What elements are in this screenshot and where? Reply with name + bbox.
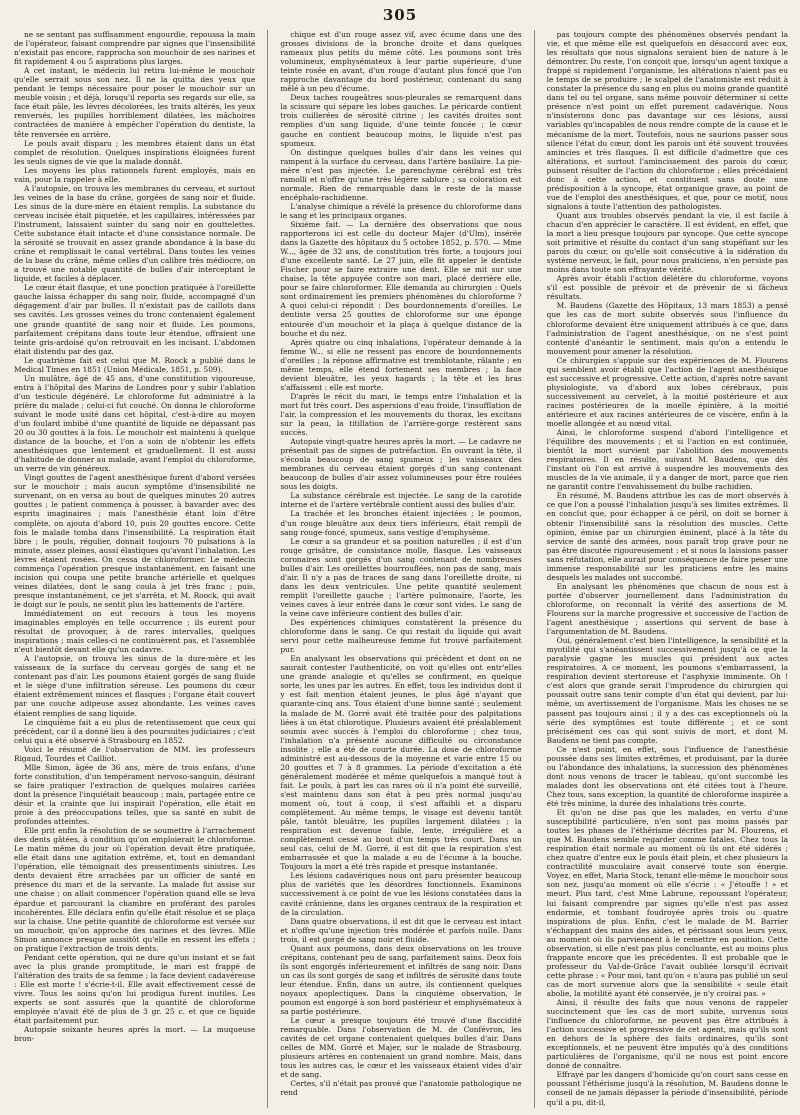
paragraph: M. Baudens (Gazette des Hôpitaux, 13 mars 1853) a pensé que les cas de mort subite observés sous l'influence du chloroforme devaient être uniquement attribués à ce que, dans l'administration de l'agent anesthésique, on ne s'est point contenté d'anéantir le sentiment, mais qu'on a entendu le mouvement pour amener la résolution. bbox=[546, 301, 788, 356]
paragraph: Oui, généralement c'est bien l'intelligence, la sensibilité et la myotilité qui s'anéantissent successivement jusqu'à ce que la paralysie gagne les muscles qui président aux actes respiratoires. A ce moment, les poumons s'embarrassent, la respiration devient stertoreuse et l'asphyxie imminente. Oh ! c'est alors que grande serait l'imprudence du chirurgien qui poussait outre sans tenir compte d'un état qui devient, par lui-même, un avertissement de l'organisme. Mais les choses ne se passent pas toujours ainsi ; il y a des cas exceptionnels où la série des symptômes est toute différente ; et ce sont précisément ces cas qui sont suivis de mort, et dont M. Baudens ne tient pas compte. bbox=[546, 636, 788, 745]
paragraph: Vingt gouttes de l'agent anesthésique furent d'abord versées sur le mouchoir ; mais aucun symptôme d'insensibilité ne survenant, on en versa au bout de quelques minutes 20 autres gouttes ; le patient commença à pousser, à bavarder avec des esprits imaginaires ; mais l'anesthésie étant loin d'être complète, on ajouta d'abord 10, puis 20 gouttes encore. Cette fois le malade tomba dans l'insensibilité. La respiration était libre ; le pouls, régulier, donnait toujours 70 pulsations à la minute, assez pleines, aussi élastiques qu'avant l'inhalation. Les lèvres étaient rosées. On cessa de chloroformer. Le médecin commença l'opération presque instantanément, en faisant une incision qui coupa une petite branche artérielle et quelques veines dilatées, dont le sang coula à jet très franc ; puis, presque instantanément, ce jet s'arrêta, et M. Roock, qui avait le doigt sur le pouls, ne sentit plus les battements de l'artère. bbox=[14, 473, 256, 609]
paragraph: Autopsie soixante heures après la mort. — La muqueuse bron- bbox=[14, 1025, 256, 1044]
paragraph: pas toujours compte des phénomènes observés pendant la vie, et que même elle est quelquefois en désaccord avec eux, les résultats que nous signalons seraient bien de nature à le démontrer. Du reste, l'on conçoit que, lorsqu'un agent toxique a frappé si rapidement l'organisme, les altérations n'aient pas eu le temps de se produire ; le scalpel de l'anatomiste est réduit à constater la présence du sang en plus ou moins grande quantité dans tel ou tel organe, sans même pouvoir déterminer si cette présence n'est point un effet purement cadavérique. Nous n'insisterons donc pas davantage sur ces lésions, aussi variables qu'incapables de nous rendre compte de la cause et le mécanisme de la mort. Toutefois, nous ne saurions passer sous silence l'état du cœur, dont les parois ont été souvent trouvées amincies et très flasques. Il est difficile d'admettre que ces altérations, et surtout l'amincissement des parois du cœur, puissent résulter de l'action du chloroforme ; elles précédaient donc à cette action, et constituent sans doute une prédisposition à la syncope, état organique grave, au point de vue de l'emploi des anesthésiques, et que, pour ce motif, nous signalons à toute l'attention des pathologistes. bbox=[546, 30, 788, 211]
page-number: 305 bbox=[382, 6, 418, 24]
paragraph: Ainsi, le chloroforme suspend d'abord l'intelligence et l'équilibre des mouvements ; et si l'action en est continuée, bientôt la mort survient par l'abolition des mouvements respiratoires. Il en résulte, suivant M. Baudens, que dès l'instant où l'on est arrivé à suspendre les mouvements des muscles de la vie animale, il y a danger de mort, parce que rien ne garantit contre l'envahissement du bulbe rachidien. bbox=[546, 428, 788, 492]
paragraph: Le cinquième fait a eu plus de retentissement que ceux qui précèdent, car il a donné lieu à des poursuites judiciaires ; c'est celui qui a été observé à Strasbourg en 1852. bbox=[14, 717, 256, 745]
paragraph: L'analyse chimique a révélé la présence du chloroforme dans le sang et les principaux organes. bbox=[280, 201, 522, 220]
paragraph: A cet instant, le médecin lui retira lui-même le mouchoir qu'elle serrait sous son nez. Il ne la quitta des yeux que pendant le temps nécessaire pour poser le mouchoir sur un meuble voisin ; et déjà, lorsqu'il reporta ses regards sur elle, sa face était pâle, les lèvres décolorées, les traits altérés, les yeux renversés, les pupilles horriblement dilatées, les mâchoires contractées de manière à empêcher l'opération du dentiste, la tête renversée en arrière. bbox=[14, 66, 256, 139]
paragraph: Un mulâtre, âgé de 45 ans, d'une constitution vigoureuse, entra à l'hôpital des Marins de Londres pour y subir l'ablation d'un testicule dégénéré. Le chloroforme fut administré à la prière du malade ; celui-ci fut couché. On donna le chloroforme suivant le mode usité dans cet hôpital, c'est-à-dire au moyen d'un foulard imbibé d'une quantité de liquide ne dépassant pas 20 ou 30 gouttes à la fois. Le mouchoir est maintenu à quelque distance de la bouche, et l'on a soin de n'obtenir les effets anesthésiques que lentement et graduellement. Il est aussi d'habitude de donner au malade, avant l'emploi du chloroforme, un verre de vin généreux. bbox=[14, 373, 256, 474]
column-divider bbox=[267, 30, 268, 1108]
paragraph: Dans quatre observations, il est dit que le cerveau est intact et n'offre qu'une injection très modérée et parfois nulle. Dans trois, il est gorgé de sang noir et fluide. bbox=[280, 916, 522, 944]
paragraph: Effrayé par les dangers d'homicide qu'on court sans cesse en poussant l'éthérisme jusqu'à la résolution, M. Baudens donne le conseil de ne jamais dépasser la période d'insensibilité, période qu'il a pu, dit-il, bbox=[546, 1070, 788, 1107]
paragraph: Sixième fait. — La dernière des observations que nous rapporterons ici est celle du docteur Majer (d'Ulm), insérée dans la Gazette des hôpitaux du 5 octobre 1852, p. 570. — Mme W..., âgée de 32 ans, de constitution très forte, a toujours joui d'une excellente santé. Le 27 juin, elle fit appeler le dentiste Fischer pour se faire extraire une dent. Elle se mit sur une chaise, la tête appuyée contre son mari, placé derrière elle, pour se faire chloroformer. Elle demanda au chirurgien : Quels sont ordinairement les premiers phénomènes du chloroforme ? A quoi celui-ci répondit : Des bourdonnements d'oreilles. Le dentiste versa 25 gouttes de chloroforme sur une éponge entourée d'un mouchoir et la plaça à quelque distance de la bouche et du nez. bbox=[280, 219, 522, 338]
column-divider bbox=[534, 30, 535, 1108]
paragraph: Ce n'est point, en effet, sous l'influence de l'anesthésie poussée dans ses limites extrêmes, et produisant, par la durée ou l'abondance des inhalations, la succession des phénomènes dont nous venons de tracer le tableau, qu'ont succombé les malades dont les observations ont été citées tout à l'heure. Chez tous, sans exception, la quantité de chloroforme inspirée a été très minime, la durée des inhalations très courte. bbox=[546, 744, 788, 808]
paragraph: Quant aux troubles observés pendant la vie, il est facile à chacun d'en apprécier le caractère. Il est évident, en effet, que la mort a lieu presque toujours par syncope. Que cette syncope soit primitive et résulte du contact d'un sang stupéfiant sur les parois du cœur, ou qu'elle soit consécutive à la sidération du système nerveux, le fait, pour nous praticiens, n'en persiste pas moins dans toute son effrayante vérité. bbox=[546, 210, 788, 275]
paragraph: La substance cérébrale est injectée. Le sang de la carotide interne et de l'artère vertébrale contient aussi des bulles d'air. bbox=[280, 491, 522, 510]
paragraph: Le cœur a sa grandeur et sa position naturelles ; il est d'un rouge grisâtre, de consistance molle, flasque. Les vaisseaux coronaires sont gorgés d'un sang contenant de nombreuses bulles d'air. Les oreillettes bourrouflées, non pas de sang, mais d'air. Il n'y a pas de traces de sang dans l'oreillette droite, ni dans les deux ventricules. Une petite quantité seulement remplit l'oreillette gauche ; l'artère pulmonaire, l'aorte, les veines caves à leur entrée dans le cœur sont vides. Le sang de la veine cave inférieure contient des bulles d'air. bbox=[280, 536, 522, 618]
paragraph: Autopsie vingt-quatre heures après la mort. — Le cadavre ne présentait pas de signes de putréfaction. En ouvrant la tête, il s'écoula beaucoup de sang spumeux ; les vaisseaux des membranes du cerveau étaient gorgés d'un sang contenant beaucoup de bulles d'air assez volumineuses pour être roulées sous les doigts. bbox=[280, 437, 522, 492]
paragraph: ne se sentant pas suffisamment engourdie, repoussa la main de l'opérateur, faisant comprendre par signes que l'insensibilité n'existait pas encore, rapprocha son mouchoir de ses narines et fit rapidement 4 ou 5 aspirations plus larges. bbox=[14, 30, 256, 67]
paragraph: D'après le récit du mari, le temps entre l'inhalation et la mort fut très court. Des aspersions d'eau froide, l'insufflation de l'air, la compression et les mouvements du thorax, les excitans sur la peau, la titillation de l'arrière-gorge restèrent sans succès. bbox=[280, 391, 522, 438]
paragraph: Ainsi, il résulte des faits que nous venons de rappeler succinctement que les cas de mort subite, survenus sous l'influence du chloroforme, ne peuvent pas être attribués à l'action successive et progressive de cet agent, mais qu'ils sont en dehors de la sphère des faits ordinaires, qu'ils sont exceptionnels, et ne peuvent être imputés qu'à des conditions particulières de l'organisme, qu'il ne nous est point encore donné de connaître. bbox=[546, 998, 788, 1071]
paragraph: Immédiatement on eut recours à tous les moyens imaginables employés en telle occurrence ; ils eurent pour résultat de provoquer, à de rares intervalles, quelques inspirations ; mais celles-ci ne continuèrent pas, et l'assemblée n'eut bientôt devant elle qu'un cadavre. bbox=[14, 609, 256, 655]
paragraph: Mlle Simon, âgée de 36 ans, mère de trois enfans, d'une forte constitution, d'un tempérament nervoso-sanguin, désirant se faire pratiquer l'extraction de quelques molaires cariées dont la présence l'inquiétait beaucoup ; mais, partagée entre ce désir et la crainte que lui inspirait l'opération, elle était en proie à des préoccupations telles, que sa santé en subit de profondes atteintes. bbox=[14, 762, 256, 827]
paragraph: Après avoir établi l'action délétère du chloroforme, voyons s'il est possible de prévoir et de prévenir de si fâcheux résultats. bbox=[546, 274, 788, 302]
paragraph: Les lésions cadavériques nous ont paru présenter beaucoup plus de variétés que les désordres fonctionnels. Examinons successivement à ce point de vue les lésions constatées dans la cavité crânienne, dans les organes centraux de la respiration et de la circulation. bbox=[280, 871, 522, 917]
paragraph: Le cœur était flasque, et une ponction pratiquée à l'oreillette gauche laissa échapper du sang noir, fluide, accompagné d'un dégagement d'air par bulles. Il n'existait pas de caillots dans ses cavités. Les grosses veines du tronc contenaient également une grande quantité de sang noir et fluide. Les poumons, parfaitement crépitans dans toute leur étendue, offraient une teinte gris-ardoisé qu'on retrouvait en les incisant. L'abdomen était distendu par des gaz. bbox=[14, 283, 256, 356]
paragraph: Voici le résumé de l'observation de MM. les professeurs Rigaud, Tourdes et Cailliot. bbox=[14, 744, 256, 763]
paragraph: Le pouls avait disparu ; les membres étaient dans un état complet de résolution. Quelques inspirations éloignées furent les seuls signes de vie que la malade donnât. bbox=[14, 138, 256, 166]
paragraph: Deux taches rougeâtres sous-pleurales se remarquent dans la scissure qui sépare les lobes gauches. Le péricarde contient trois cuillerées de sérosité citrine ; les cavités droites sont remplies d'un sang liquide, d'une teinte foncée ; le cœur gauche en contient beaucoup moins, le liquide n'est pas spumeux. bbox=[280, 93, 522, 148]
paragraph: Les moyens les plus rationnels furent employés, mais en vain, pour la rappeler à elle. bbox=[14, 165, 256, 184]
column-middle bbox=[280, 30, 521, 1108]
paragraph: Après quatre ou cinq inhalations, l'opérateur demande à la femme W... si elle ne ressent pas encore de bourdonnements d'oreilles ; la réponse affirmative est tremblotante, râlante ; en même temps, elle étend fortement ses membres ; la face devient bleuâtre, les yeux hagards ; la tête et les bras s'affaissent : elle est morte. bbox=[280, 337, 522, 392]
column-left bbox=[14, 30, 255, 1108]
paragraph: A l'autopsie, on trouva les sinus de la dure-mère et les vaisseaux de la surface du cerveau gorgés de sang et ne contenant pas d'air. Les poumons étaient gorgés de sang fluide et le siège d'une infiltration séreuse. Les poumons du cœur étaient extrêmement minces et flasques ; l'organe était couvert par une couche adipeuse assez abondante. Les veines caves étaient remplies de sang liquide. bbox=[14, 654, 256, 718]
text-columns bbox=[14, 30, 788, 1108]
paragraph: Ce chirurgien s'appuie sur des expériences de M. Flourens qui semblent avoir établi que l'action de l'agent anesthésique est successive et progressive. Cette action, d'après notre savant physiologiste, va d'abord aux lobes cérébraux, puis successivement au cervelet, à la moitié postérieure et aux racines postérieures de la moelle épinière, à la moitié antérieure et aux racines antérieures de ce viscère, enfin à la moelle allongée et au nœud vital. bbox=[546, 355, 788, 429]
paragraph: Et qu'on ne dise pas que les malades, en vertu d'une susceptibilité particulière, n'en sont pas moins passés par toutes les phases de l'éthérisme décrites par M. Flourens, et que M. Baudens semble regarder comme fatales. Chez tous la respiration était normale au moment où ils ont été sidérés ; chez quatre d'entre eux le pouls était plein, et chez plusieurs la contractilité musculaire avait conservé toute son énergie. Voyez, en effet, Maria Stock, tenant elle-même le mouchoir sous son nez, jusqu'au moment où elle s'écrie : « J'étouffe ! » et meurt. Plus tard, c'est Mme Labrune, repoussant l'opérateur, lui faisant comprendre par signes qu'elle n'est pas assez endormie, et tombant foudroyée après trois ou quatre inspirations de plus. Enfin, c'est le malade de M. Barrier s'échappant des mains des aides, et périssant sous leurs yeux, au moment où ils parviennent à le remettre en position. Cette observation, si elle n'est pas plus concluante, est au moins plus frappante encore que les précédentes. Il est probable que le professeur du Val-de-Grâce l'avait oubliée lorsqu'il écrivait cette phrase : « Pour moi, tant qu'on « n'aura pas publié un seul cas de mort survenue alors que la sensibilité « seule était abolie, la motilité ayant été conservée, je n'y croirai pas. » bbox=[546, 808, 788, 998]
paragraph: Le quatrième fait est celui que M. Roock a publié dans le Medical Times en 1851 (Union Médicale, 1851, p. 509). bbox=[14, 355, 256, 374]
paragraph: Certes, s'il n'était pas prouvé que l'anatomie pathologique ne rend bbox=[280, 1079, 522, 1098]
paragraph: A l'autopsie, on trouva les membranes du cerveau, et surtout les veines de la base du crâne, gorgées de sang noir et fluide. Les sinus de la dure-mère en étaient remplis. La substance du cerveau incisée était piquetée, et les capillaires, intéressées par l'instrument, laissaient suinter du sang noir en gouttelettes. Cette substance était intacte et d'une consistance normale. De la sérosité se trouvait en assez grande abondance à la base du crâne et remplissait le canal vertébral. Dans toutes les veines de la base du crâne, même celles d'un calibre très médiocre, on a trouvé une notable quantité de bulles d'air interceptant le liquide, et faciles à déplacer. bbox=[14, 183, 256, 284]
paragraph: Quant aux poumons, dans deux observations on les trouve crépitans, contenant peu de sang, parfaitement sains. Deux fois ils sont engorgés inférieurement et infiltrés de sang noir. Dans un cas ils sont gorgés de sang et infiltrés de sérosité dans toute leur étendue. Enfin, dans un autre, ils contiennent quelques noyaux apoplectiques. Dans la cinquième observation, le poumon est engorgé à son bord postérieur et emphysémateux à sa partie postérieure. bbox=[280, 943, 522, 1017]
paragraph: Le cœur a presque toujours été trouvé d'une flaccidité remarquable. Dans l'observation de M. de Confévron, les cavités de cet organe contenaient quelques bulles d'air. Dans celles de MM. Gorré et Majer, sur le malade de Strasbourg, plusieurs artères en contenaient un grand nombre. Mais, dans tous les autres cas, le cœur et les vaisseaux étaient vides d'air et de sang. bbox=[280, 1016, 522, 1080]
paragraph: Elle prit enfin la résolution de se soumettre à l'arrachement des dents gâtées, à condition qu'on emploierait le chloroforme. Le matin même du jour où l'opération devait être pratiquée, elle était dans une agitation extrême, et, tout en demandant l'opération, elle témoignait des pressentiments sinistres. Les dents devaient être arrachées par un officier de santé en présence du mari et de la servante. La malade fut assise sur une chaise ; on allait commencer l'opération quand elle se leva épardue et parcourant la chambre en proférant des paroles incohérentes. Elle déclara enfin qu'elle était résolue et se plaça sur la chaise. Une petite quantité de chloroforme est versée sur un mouchoir, qu'on approche des narines et des lèvres. Mlle Simon annonce presque aussitôt qu'elle en ressent les effets ; on pratique l'extraction de trois dents. bbox=[14, 826, 256, 953]
column-right bbox=[547, 30, 788, 1108]
paragraph: Des expériences chimiques constatèrent la présence du chloroforme dans le sang. Ce qui restait du liquide qui avait servi pour cette malheureuse femme fut trouvé parfaitement pur. bbox=[280, 618, 522, 655]
paragraph: chique est d'un rouge assez vif, avec écume dans une des grosses divisions de la bronche droite et dans quelques rameaux plus petits du même côté. Les poumons sont très volumineux, emphysémateux à leur partie supérieure, d'une teinte rosée en avant, d'un rouge d'autant plus foncé que l'on rapproche davantage du bord postérieur, contenant du sang mêlé à un peu d'écume. bbox=[280, 30, 522, 94]
paragraph: La trachée et les bronches étaient injectées ; le poumon, d'un rouge bleuâtre aux deux tiers inférieurs, était rempli de sang rouge-foncé, spumeux, sans vestige d'emphysème. bbox=[280, 509, 522, 537]
paragraph: En analysant les observations qui précèdent et dont on ne saurait contester l'authenticité, on voit qu'elles ont entr'elles une grande analogie et qu'elles se confirment, en quelque sorte, les unes par les autres. En effet, tous les individus dont il y est fait mention étaient jeunes, le plus âgé n'ayant que quarante-cinq ans. Tous étaient d'une bonne santé ; seulement la malade de M. Gorré avait été traitée pour des palpitations liées à un état chlorotique. Plusieurs avaient été préalablement soumis avec succès à l'emploi du chloroforme ; chez tous, l'inhalation n'a présenté aucune difficulté ou circonstance insolite ; elle a été de courte durée. La dose de chloroforme administré est au-dessous de la moyenne et varie entre 15 ou 20 gouttes et 7 à 8 grammes. La période d'excitation a été généralement modérée et même quelquefois a manqué tout à fait. Le pouls, à part les cas rares où il n'a point été surveillé, s'est maintenu dans son état à peu près normal jusqu'au moment où, tout à coup, il s'est affaibli et a disparu complètement. Au même temps, le visage est devenu tantôt pâle, tantôt bleuâtre, les pupilles largement dilatées ; la respiration est devenue faible, lente, irrégulière et a complètement cessé au bout d'un temps très court. Dans un seul cas, celui de M. Gorré, il est dit que la respiration s'est embarrassée et que la malade a eu de l'écume à la bouche. Toujours la mort a été très rapide et presque instantanée. bbox=[280, 654, 522, 872]
paragraph: Pendant cette opération, qui ne dure qu'un instant et se fait avec la plus grande promptitude, le mari est frappé de l'altération des traits de sa femme ; la face devient cadavéreuse : Elle est morte ! s'écrie-t-il. Elle avait effectivement cessé de vivre. Tous les soins qu'on lui prodigua furent inutiles. Les experts se sont assurés que la quantité de chloroforme employée n'avait été de plus de 3 gr. 25 c. et que ce liquide était parfaitement pur. bbox=[14, 952, 256, 1026]
paragraph: En résumé, M. Baudens attribue les cas de mort observés à ce que l'on a poussé l'inhalation jusqu'à ses limites extrêmes. Il en conclut que, pour échapper à ce péril, on doit se borner à obtenir l'insensibilité sans la résolution des muscles. Cette opinion, émise par un chirurgien éminent, placé à la tête du service de santé des armées, nous paraît trop grave pour ne pas être discutée rigoureusement ; et si nous la laissions passer sans réfutation, elle aurait pour conséquence de faire peser une immense responsabilité sur les praticiens entre les mains desquels les malades ont succombé. bbox=[546, 491, 788, 582]
paragraph: On distingue quelques bulles d'air dans les veines qui rampent à la surface du cerveau, dans l'artère basilaire. La pie-mère n'est pas injectée. Le parenchyme cérébral est très ramolli et n'offre qu'une très légère sablure ; sa coloration est normale. Rien de remarquable dans le reste de la masse encéphalo-rachidienne. bbox=[280, 147, 522, 202]
paragraph: En analysant les phénomènes que chacun de nous est à portée d'observer journellement dans l'administration du chloroforme, on reconnaît la vérité des assertions de M. Flourens sur la marche progressive et successive de l'action de l'agent anesthésique ; assertions qui servent de base à l'argumentation de M. Baudens. bbox=[546, 581, 788, 637]
